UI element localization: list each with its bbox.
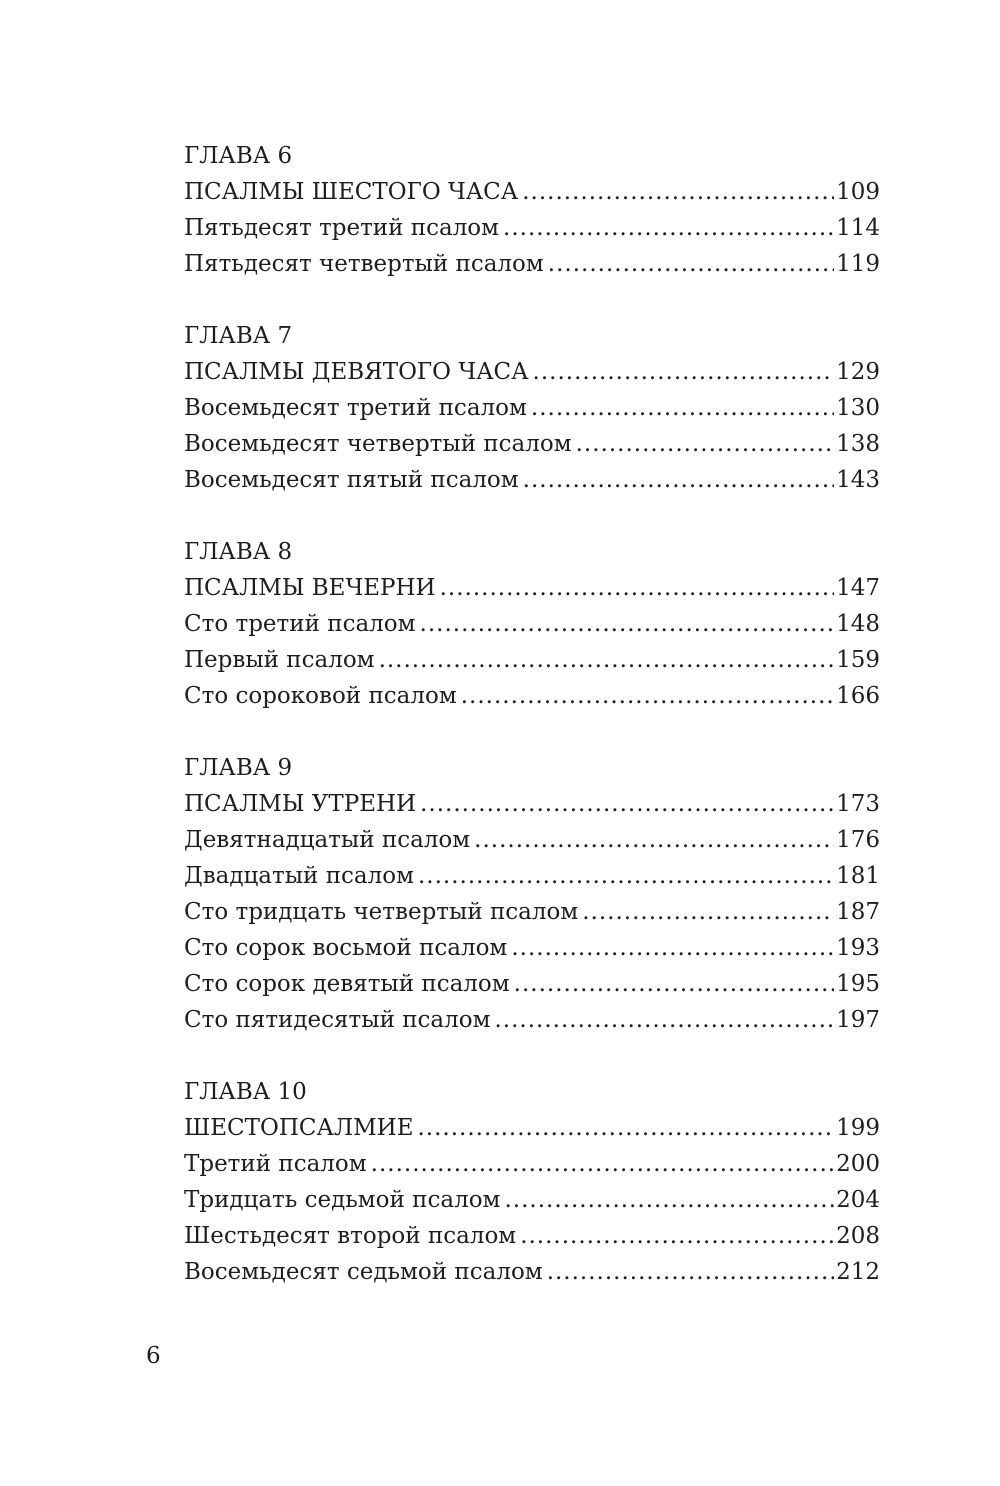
dot-leader: [461, 678, 834, 714]
entry-title: Сто сорок восьмой псалом: [184, 935, 508, 961]
dot-leader: [520, 1218, 834, 1254]
table-of-contents: [184, 138, 880, 1326]
entry-page: 197: [836, 1007, 880, 1033]
entry-page: 166: [836, 683, 880, 709]
dot-leader: [533, 354, 835, 390]
dot-leader: [474, 822, 834, 858]
entry-title: Третий псалом: [184, 1151, 367, 1177]
entry-page: 181: [836, 863, 880, 889]
entry-title: ПСАЛМЫ ДЕВЯТОГО ЧАСА: [184, 359, 529, 385]
chapter-7: [184, 318, 880, 498]
toc-entry[interactable]: [184, 1110, 880, 1146]
chapter-8: [184, 534, 880, 714]
toc-entry[interactable]: [184, 570, 880, 606]
entry-page: 200: [836, 1151, 880, 1177]
entry-title: Первый псалом: [184, 647, 375, 673]
entry-page: 204: [836, 1187, 880, 1213]
chapter-10: [184, 1074, 880, 1290]
entry-title: Тридцать седьмой псалом: [184, 1187, 501, 1213]
toc-entry[interactable]: [184, 1146, 880, 1182]
entry-page: 187: [836, 899, 880, 925]
dot-leader: [379, 642, 835, 678]
entry-page: 208: [836, 1223, 880, 1249]
entry-title: Сто пятидесятый псалом: [184, 1007, 491, 1033]
dot-leader: [523, 462, 834, 498]
entry-title: Сто сороковой псалом: [184, 683, 457, 709]
entry-title: Восемьдесят пятый псалом: [184, 467, 519, 493]
toc-entry[interactable]: [184, 1002, 880, 1038]
entry-page: 109: [836, 179, 880, 205]
entry-title: ШЕСТОПСАЛМИЕ: [184, 1115, 414, 1141]
toc-entry[interactable]: [184, 354, 880, 390]
chapter-9: [184, 750, 880, 1038]
entry-page: 143: [836, 467, 880, 493]
chapter-label: ГЛАВА 10: [184, 1079, 307, 1105]
entry-title: ПСАЛМЫ ШЕСТОГО ЧАСА: [184, 179, 519, 205]
entry-title: Восемьдесят седьмой псалом: [184, 1259, 543, 1285]
toc-entry[interactable]: [184, 390, 880, 426]
toc-entry[interactable]: [184, 966, 880, 1002]
entry-page: 193: [836, 935, 880, 961]
page-number: 6: [146, 1343, 161, 1369]
entry-title: ПСАЛМЫ ВЕЧЕРНИ: [184, 575, 436, 601]
dot-leader: [576, 426, 834, 462]
toc-entry[interactable]: [184, 858, 880, 894]
entry-page: 114: [836, 215, 880, 241]
chapter-label: ГЛАВА 8: [184, 539, 293, 565]
entry-page: 199: [836, 1115, 880, 1141]
dot-leader: [548, 246, 834, 282]
dot-leader: [531, 390, 834, 426]
entry-title: Шестьдесят второй псалом: [184, 1223, 517, 1249]
entry-title: ПСАЛМЫ УТРЕНИ: [184, 791, 417, 817]
entry-title: Девятнадцатый псалом: [184, 827, 471, 853]
entry-page: 212: [836, 1259, 880, 1285]
toc-entry[interactable]: [184, 642, 880, 678]
dot-leader: [514, 966, 834, 1002]
dot-leader: [371, 1146, 834, 1182]
entry-title: Двадцатый псалом: [184, 863, 414, 889]
dot-leader: [547, 1254, 834, 1290]
toc-entry[interactable]: [184, 426, 880, 462]
dot-leader: [418, 858, 834, 894]
chapter-label: ГЛАВА 9: [184, 755, 293, 781]
toc-entry[interactable]: [184, 1218, 880, 1254]
dot-leader: [504, 1182, 834, 1218]
entry-page: 138: [836, 431, 880, 457]
toc-entry[interactable]: [184, 462, 880, 498]
toc-entry[interactable]: [184, 1254, 880, 1290]
chapter-6: [184, 138, 880, 282]
toc-entry[interactable]: [184, 894, 880, 930]
toc-entry[interactable]: [184, 210, 880, 246]
dot-leader: [511, 930, 834, 966]
dot-leader: [418, 1110, 835, 1146]
dot-leader: [522, 174, 834, 210]
entry-page: 176: [836, 827, 880, 853]
dot-leader: [503, 210, 834, 246]
entry-title: Сто сорок девятый псалом: [184, 971, 510, 997]
entry-title: Пятьдесят третий псалом: [184, 215, 500, 241]
entry-page: 119: [836, 251, 880, 277]
dot-leader: [494, 1002, 834, 1038]
entry-title: Восемьдесят четвертый псалом: [184, 431, 572, 457]
toc-entry[interactable]: [184, 930, 880, 966]
entry-page: 195: [836, 971, 880, 997]
entry-title: Сто тридцать четвертый псалом: [184, 899, 579, 925]
toc-entry[interactable]: [184, 246, 880, 282]
dot-leader: [420, 786, 834, 822]
entry-page: 159: [836, 647, 880, 673]
entry-page: 130: [836, 395, 880, 421]
chapter-label: ГЛАВА 7: [184, 323, 293, 349]
toc-entry[interactable]: [184, 786, 880, 822]
entry-page: 148: [836, 611, 880, 637]
toc-entry[interactable]: [184, 1182, 880, 1218]
toc-entry[interactable]: [184, 174, 880, 210]
entry-page: 129: [836, 359, 880, 385]
chapter-label: ГЛАВА 6: [184, 143, 293, 169]
toc-entry[interactable]: [184, 678, 880, 714]
entry-title: Сто третий псалом: [184, 611, 416, 637]
dot-leader: [420, 606, 835, 642]
entry-title: Пятьдесят четвертый псалом: [184, 251, 544, 277]
dot-leader: [440, 570, 834, 606]
entry-title: Восемьдесят третий псалом: [184, 395, 527, 421]
dot-leader: [582, 894, 834, 930]
entry-page: 173: [836, 791, 880, 817]
toc-entry[interactable]: [184, 606, 880, 642]
toc-entry[interactable]: [184, 822, 880, 858]
entry-page: 147: [836, 575, 880, 601]
